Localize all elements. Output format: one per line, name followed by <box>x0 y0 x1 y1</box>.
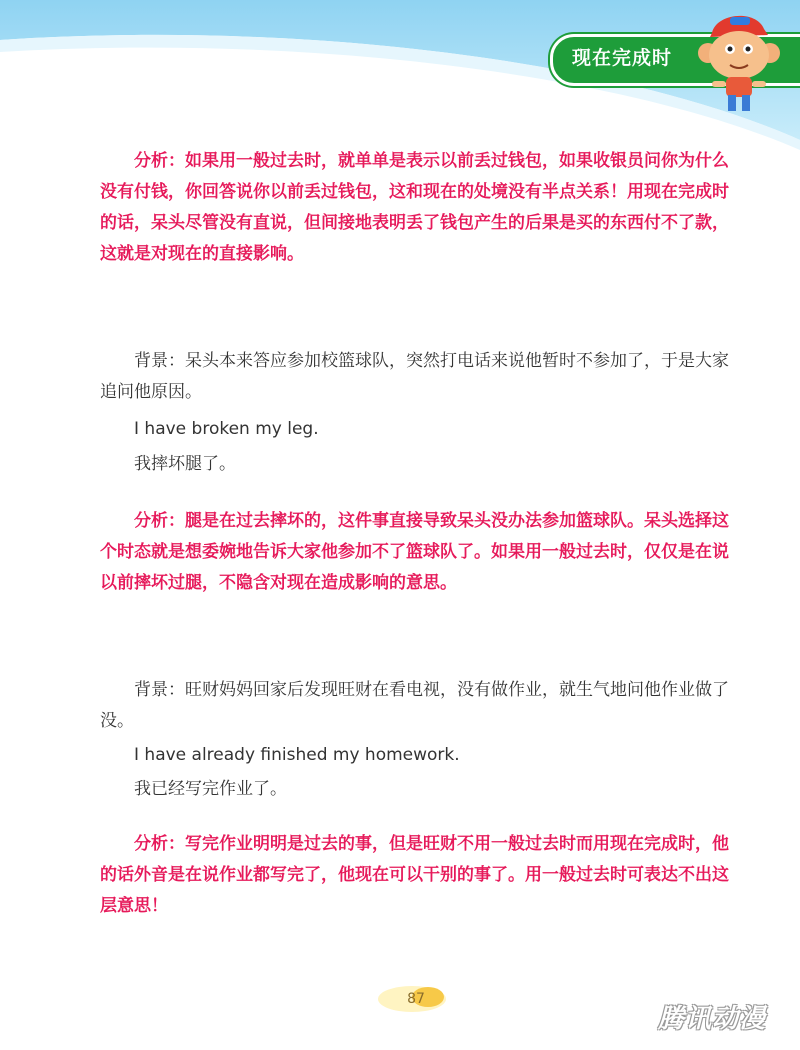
chapter-title: 现在完成时 <box>572 47 673 69</box>
english-example-2: I have broken my leg. <box>134 419 319 439</box>
analysis-paragraph-2: 分析：腿是在过去摔坏的，这件事直接导致呆头没办法参加篮球队。呆头选择这个时态就是想委婉地告诉大家他参加不了篮球队了。如果用一般过去时，仅仅是在说以前摔坏过腿，不隐含对现在造成影响的意思。 <box>100 511 729 593</box>
background-paragraph-2: 背景：呆头本来答应参加校篮球队，突然打电话来说他暂时不参加了，于是大家追问他原因。 <box>100 351 729 402</box>
background-paragraph-3: 背景：旺财妈妈回家后发现旺财在看电视，没有做作业，就生气地问他作业做了没。 <box>100 680 729 731</box>
page-number: 87 <box>407 991 425 1007</box>
chinese-translation-2: 我摔坏腿了。 <box>134 454 236 474</box>
chinese-translation-3: 我已经写完作业了。 <box>134 779 287 799</box>
english-example-3: I have already finished my homework. <box>134 745 460 765</box>
watermark-logo: 腾讯动漫 <box>658 1004 767 1034</box>
analysis-paragraph-1: 分析：如果用一般过去时，就单单是表示以前丢过钱包，如果收银员问你为什么没有付钱，你回答说你以前丢过钱包，这和现在的处境没有半点关系！用现在完成时的话，呆头尽管没有直说，但间接地表明丢了钱包产生的后果是买的东西付不了款，这就是对现在的直接影响。 <box>100 151 729 264</box>
cartoon-boy-mascot-icon <box>690 5 785 115</box>
analysis-paragraph-3: 分析：写完作业明明是过去的事，但是旺财不用一般过去时而用现在完成时，他的话外音是在说作业都写完了，他现在可以干别的事了。用一般过去时可表达不出这层意思！ <box>100 834 729 916</box>
